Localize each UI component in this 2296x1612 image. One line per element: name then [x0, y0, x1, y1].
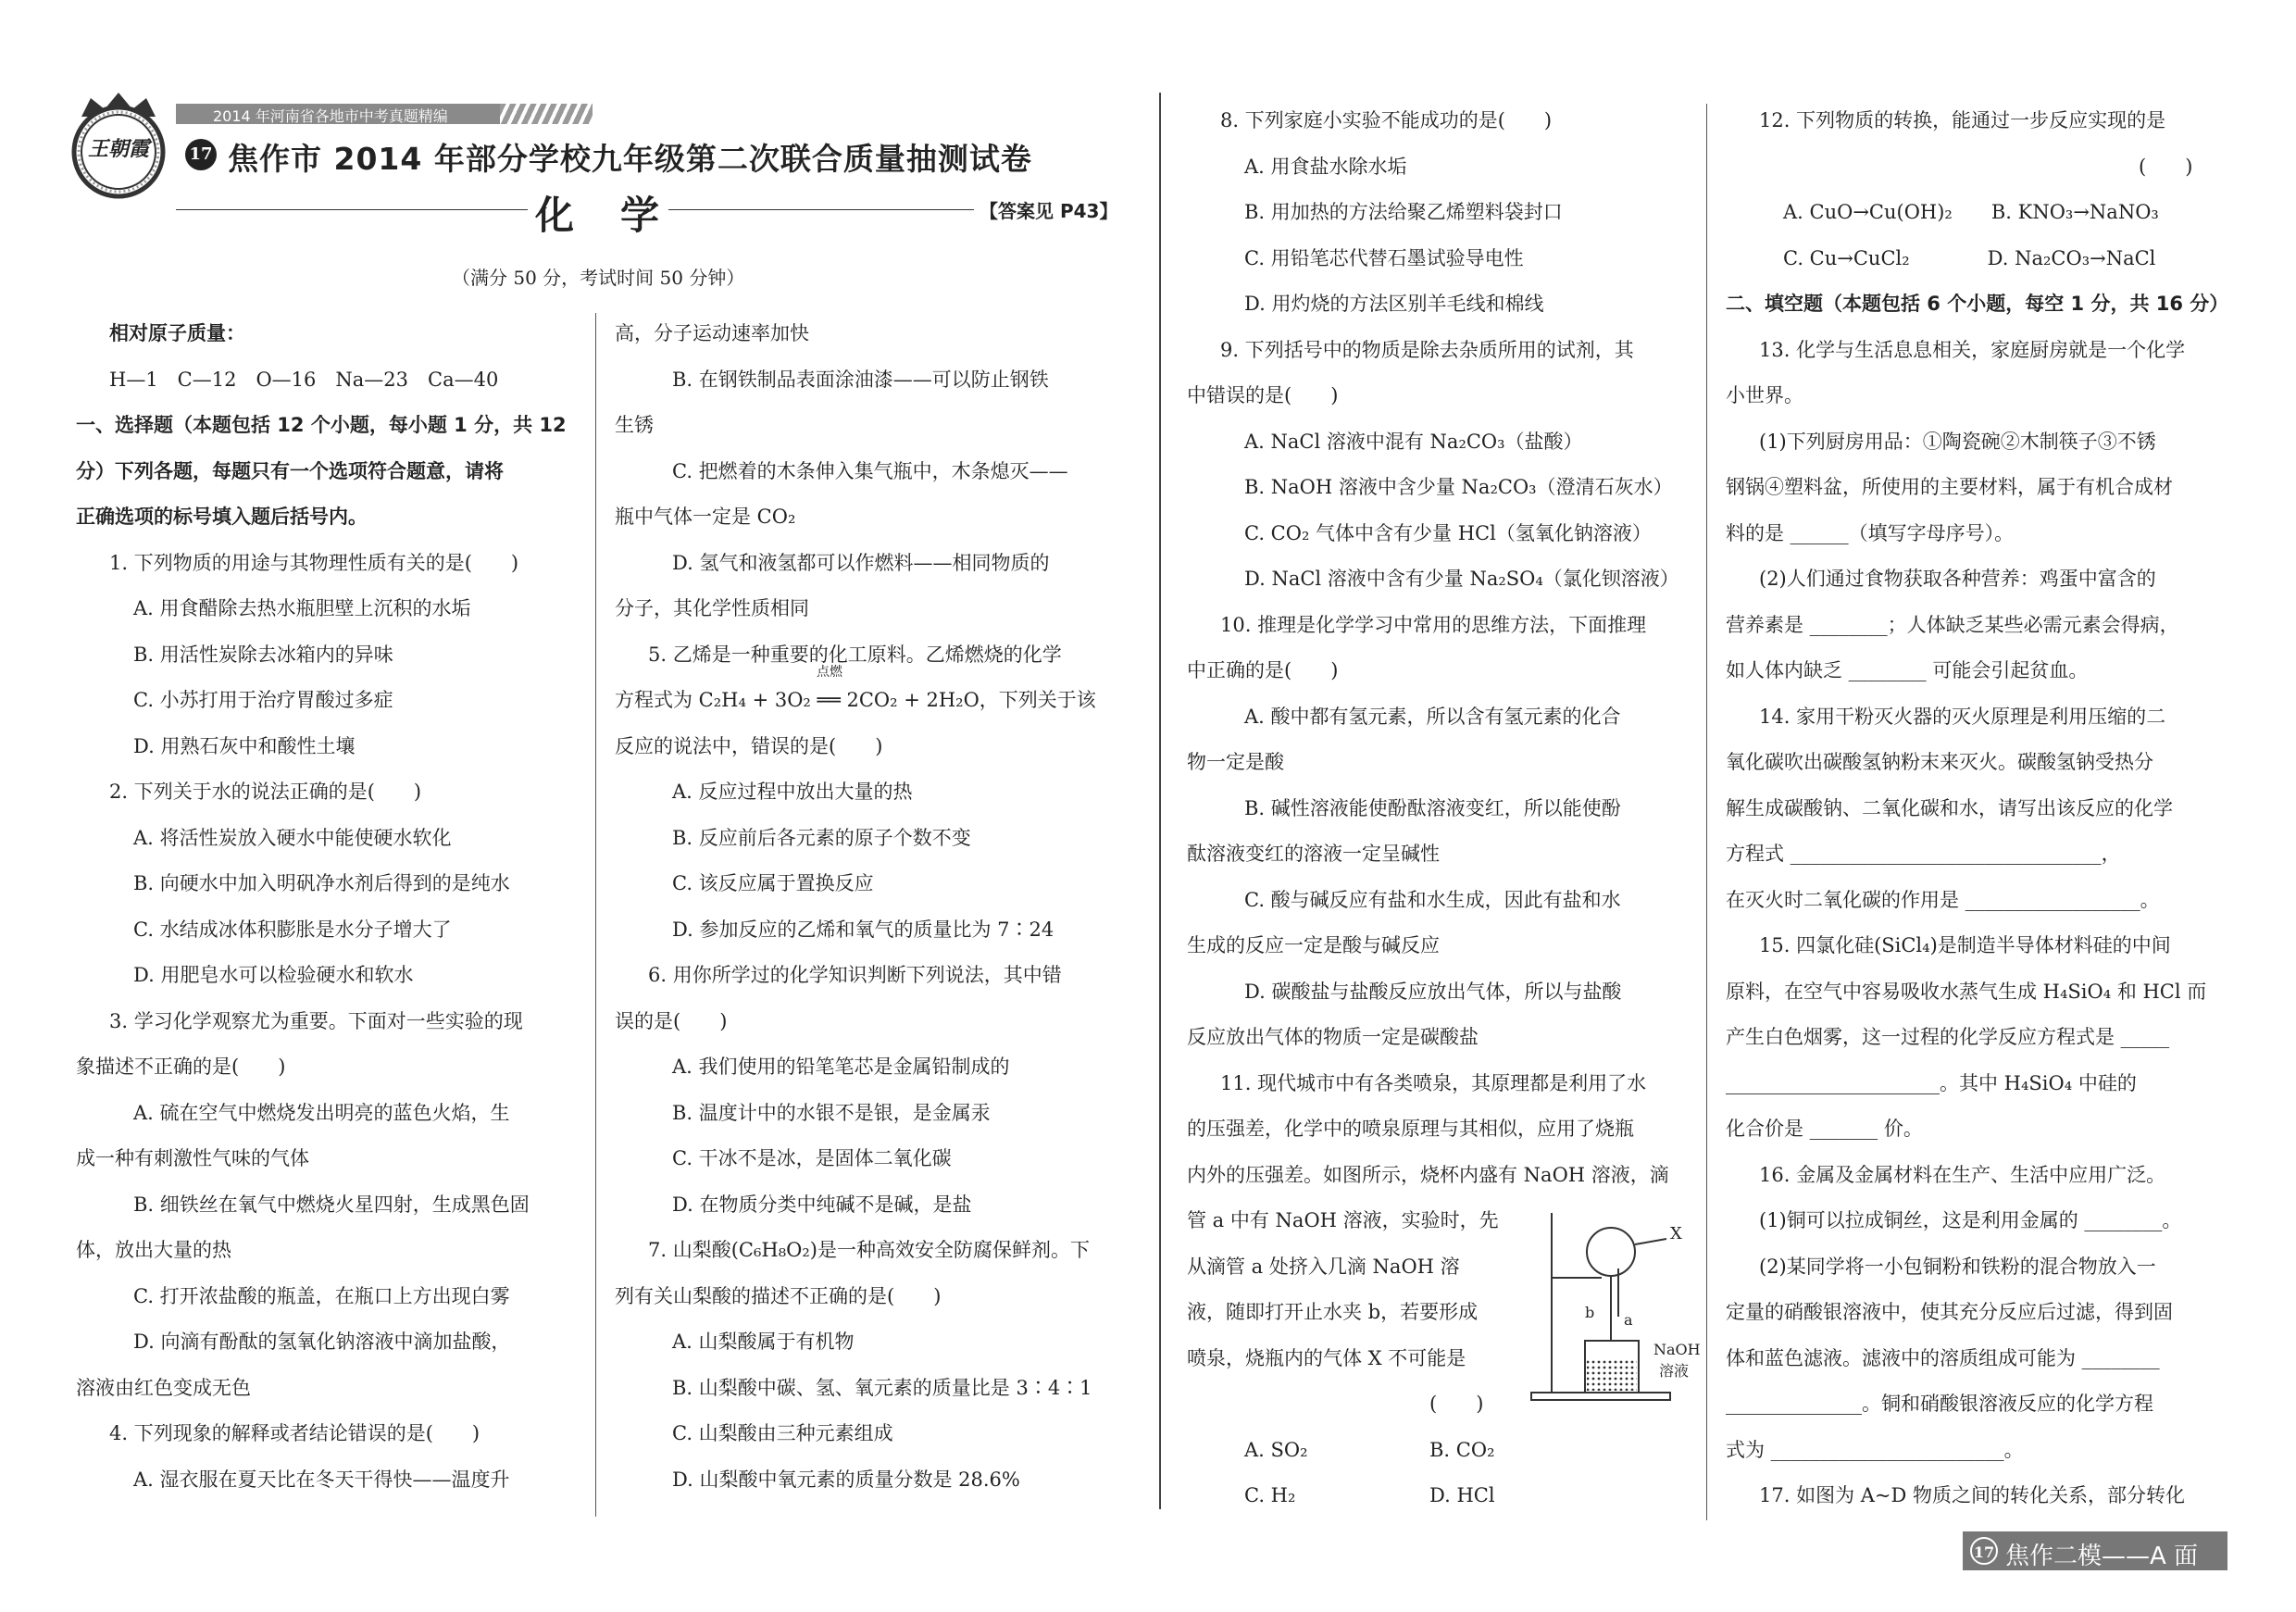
- option: D. 用熟石灰中和酸性土壤: [133, 734, 356, 757]
- question-stem: 在灭火时二氧化碳的作用是 __________________。: [1726, 888, 2160, 911]
- question-stem: 13. 化学与生活息息相关，家庭厨房就是一个化学: [1759, 338, 2186, 361]
- question-stem: 10. 推理是化学学习中常用的思维方法，下面推理: [1220, 613, 1647, 636]
- question-stem: 内外的压强差。如图所示，烧杯内盛有 NaOH 溶液，滴: [1187, 1163, 1669, 1186]
- option: A. 用食醋除去热水瓶胆壁上沉积的水垢: [133, 597, 471, 619]
- answer-bracket: ( ): [2139, 155, 2193, 178]
- question-stem: 小世界。: [1726, 384, 1803, 406]
- option: C. 小苏打用于治疗胃酸过多症: [133, 689, 393, 711]
- option: B. 向硬水中加入明矾净水剂后得到的是纯水: [133, 872, 510, 894]
- option: C. 干冰不是冰，是固体二氧化碳: [672, 1147, 952, 1169]
- option: A. 用食盐水除水垢: [1244, 155, 1407, 178]
- option: D. 用肥皂水可以检验硬水和软水: [133, 964, 414, 986]
- option: C. H₂: [1244, 1484, 1296, 1506]
- option: B. 山梨酸中碳、氢、氧元素的质量比是 3∶4∶1: [672, 1376, 1092, 1399]
- option: B. CO₂: [1429, 1438, 1495, 1461]
- option: D. 用灼烧的方法区别羊毛线和棉线: [1244, 293, 1544, 315]
- question-stem: 6. 用你所学过的化学知识判断下列说法，其中错: [648, 964, 1062, 986]
- banner-stripes: [500, 104, 593, 124]
- question-stem: 产生白色烟雾，这一过程的化学反应方程式是 _____: [1726, 1026, 2170, 1048]
- question-stem: (2)人们通过食物获取各种营养：鸡蛋中富含的: [1759, 568, 2156, 590]
- option: 溶液由红色变成无色: [76, 1376, 251, 1399]
- question-stem: 12. 下列物质的转换，能通过一步反应实现的是: [1759, 109, 2166, 131]
- question-stem: 象描述不正确的是( ): [76, 1056, 286, 1078]
- option: A. SO₂: [1244, 1438, 1308, 1461]
- question-stem: 2. 下列关于水的说法正确的是( ): [109, 781, 422, 803]
- question-stem: 17. 如图为 A~D 物质之间的转化关系，部分转化: [1759, 1484, 2186, 1506]
- question-stem: 1. 下列物质的用途与其物理性质有关的是( ): [109, 551, 519, 574]
- option-row: [1187, 1428, 1705, 1474]
- atomic-masses: H—1 C—12 O—16 Na—23 Ca—40: [109, 368, 499, 391]
- option: A. NaCl 溶液中混有 Na₂CO₃（盐酸）: [1244, 430, 1583, 453]
- question-stem: 5. 乙烯是一种重要的化工原料。乙烯燃烧的化学: [648, 643, 1062, 666]
- option: 生成的反应一定是酸与碱反应: [1187, 934, 1440, 956]
- option: 生锈: [615, 414, 654, 436]
- question-stem: (1)下列厨房用品：①陶瓷碗②木制筷子③不锈: [1759, 430, 2156, 453]
- question-stem: 式为 ________________________。: [1726, 1438, 2024, 1461]
- question-stem: ______________________。其中 H₄SiO₄ 中硅的: [1726, 1071, 2137, 1094]
- column-divider: [595, 313, 596, 1517]
- title-rule-left: [176, 209, 528, 210]
- question-stem: 14. 家用干粉灭火器的灭火原理是利用压缩的二: [1759, 705, 2166, 728]
- option: B. 用活性炭除去冰箱内的异味: [133, 643, 393, 666]
- option-row: A. CuO→Cu(OH)₂ B. KNO₃→NaNO₃: [1783, 201, 2159, 223]
- question-stem: 15. 四氯化硅(SiCl₄)是制造半导体材料硅的中间: [1759, 934, 2171, 956]
- paper-number-badge: 17: [185, 139, 217, 170]
- fountain-apparatus-figure: [1518, 1204, 1703, 1407]
- question-stem: 如人体内缺乏 ________ 可能会引起贫血。: [1726, 659, 2089, 681]
- option-row: [1187, 1473, 1705, 1519]
- question-stem: 反应的说法中，错误的是( ): [615, 734, 883, 757]
- question-stem: 的压强差，化学中的喷泉原理与其相似，应用了烧瓶: [1187, 1118, 1634, 1140]
- option: B. 反应前后各元素的原子个数不变: [672, 826, 971, 849]
- column-1: [76, 311, 585, 1503]
- footer-number-badge: 17: [1970, 1537, 1998, 1565]
- answer-reference: 【答案见 P43】: [980, 200, 1118, 222]
- question-stem: 中错误的是( ): [1187, 384, 1339, 406]
- title-rule-right: [668, 209, 974, 210]
- question-stem: (2)某同学将一小包铜粉和铁粉的混合物放入一: [1759, 1255, 2156, 1278]
- question-stem: 4. 下列现象的解释或者结论错误的是( ): [109, 1422, 480, 1444]
- label-x: X: [1670, 1224, 1682, 1243]
- option: D. NaCl 溶液中含有少量 Na₂SO₄（氯化钡溶液）: [1244, 568, 1679, 590]
- option: 分子，其化学性质相同: [615, 597, 809, 619]
- question-stem: 氧化碳吹出碳酸氢钠粉末来灭火。碳酸氢钠受热分: [1726, 751, 2153, 773]
- option: A. 反应过程中放出大量的热: [672, 781, 913, 803]
- option: C. 水结成冰体积膨胀是水分子增大了: [133, 918, 452, 941]
- question-stem: 解生成碳酸钠、二氧化碳和水，请写出该反应的化学: [1726, 796, 2173, 819]
- option: 反应放出气体的物质一定是碳酸盐: [1187, 1026, 1479, 1048]
- question-stem: 7. 山梨酸(C₆H₈O₂)是一种高效安全防腐保鲜剂。下: [648, 1239, 1090, 1261]
- option: C. CO₂ 气体中含有少量 HCl（氢氧化钠溶液）: [1244, 521, 1652, 544]
- beaker-label: NaOH: [1653, 1341, 1701, 1358]
- question-stem: 3. 学习化学观察尤为重要。下面对一些实验的现: [109, 1009, 523, 1032]
- option: D. 参加反应的乙烯和氧气的质量比为 7∶24: [672, 918, 1054, 941]
- option: C. 打开浓盐酸的瓶盖，在瓶口上方出现白雾: [133, 1284, 510, 1307]
- option: B. 温度计中的水银不是银，是金属汞: [672, 1101, 991, 1124]
- option: C. 酸与碱反应有盐和水生成，因此有盐和水: [1244, 888, 1621, 911]
- question-stem: 方程式 ________________________________，: [1726, 843, 2121, 865]
- question-stem: 体和蓝色滤液。滤液中的溶质组成可能为 ________: [1726, 1346, 2160, 1369]
- answer-bracket: ( ): [1429, 1393, 1484, 1415]
- question-stem: ______________。铜和硝酸银溶液反应的化学方程: [1726, 1393, 2153, 1415]
- option: 体，放出大量的热: [76, 1239, 231, 1261]
- option: D. 氢气和液氢都可以作燃料——相同物质的: [672, 551, 1050, 574]
- reaction-condition: 点燃: [817, 665, 842, 680]
- option: A. 硫在空气中燃烧发出明亮的蓝色火焰，生: [133, 1101, 510, 1124]
- option: A. 湿衣服在夏天比在冬天干得快——温度升: [133, 1468, 510, 1491]
- question-stem: 料的是 ______（填写字母序号）。: [1726, 521, 2015, 544]
- question-stem: 管 a 中有 NaOH 溶液，实验时，先: [1187, 1209, 1499, 1231]
- option: A. 将活性炭放入硬水中能使硬水软化: [133, 826, 452, 849]
- question-stem: 钢锅④塑料盆，所使用的主要材料，属于有机合成材: [1726, 476, 2173, 498]
- series-banner-text: 2014 年河南省各地市中考真题精编: [213, 107, 448, 125]
- label-b: b: [1585, 1304, 1595, 1321]
- option: C. 把燃着的木条伸入集气瓶中，木条熄灭——: [672, 459, 1068, 482]
- option: C. 该反应属于置换反应: [672, 872, 874, 894]
- logo: [63, 89, 174, 200]
- section-instructions: 正确选项的标号填入题后括号内。: [76, 506, 368, 528]
- question-stem: 喷泉，烧瓶内的气体 X 不可能是: [1187, 1346, 1466, 1369]
- option: 成一种有刺激性气味的气体: [76, 1147, 309, 1169]
- question-stem: 9. 下列括号中的物质是除去杂质所用的试剂，其: [1220, 338, 1634, 361]
- question-stem: 中正确的是( ): [1187, 659, 1339, 681]
- option: 物一定是酸: [1187, 751, 1284, 773]
- subject-title: 化 学: [535, 193, 664, 238]
- reaction-equation: 方程式为 C₂H₄ + 3O₂ ══ 2CO₂ + 2H₂O，下列关于该 点燃: [615, 665, 1096, 711]
- option: B. 碱性溶液能使酚酞溶液变红，所以能使酚: [1244, 796, 1621, 819]
- option: B. NaOH 溶液中含少量 Na₂CO₃（澄清石灰水）: [1244, 476, 1673, 498]
- option: A. 我们使用的铅笔笔芯是金属铅制成的: [672, 1056, 1010, 1078]
- center-divider: [1159, 93, 1161, 1509]
- beaker-label: 溶液: [1659, 1362, 1690, 1380]
- option: B. 在钢铁制品表面涂油漆——可以防止钢铁: [672, 368, 1049, 391]
- exam-meta: （满分 50 分，考试时间 50 分钟）: [452, 267, 745, 289]
- option: A. 山梨酸属于有机物: [672, 1331, 855, 1353]
- option: D. 向滴有酚酞的氢氧化钠溶液中滴加盐酸，: [133, 1331, 511, 1353]
- option: C. 山梨酸由三种元素组成: [672, 1422, 893, 1444]
- section-heading: 一、选择题（本题包括 12 个小题，每小题 1 分，共 12: [76, 414, 567, 436]
- option: D. 在物质分类中纯碱不是碱，是盐: [672, 1193, 972, 1216]
- question-stem: 从滴管 a 处挤入几滴 NaOH 溶: [1187, 1255, 1460, 1278]
- section-heading: 二、填空题（本题包括 6 个小题，每空 1 分，共 16 分）: [1726, 293, 2229, 315]
- footer-label: 焦作二模——A 面: [2005, 1543, 2199, 1570]
- option: A. 酸中都有氢元素，所以含有氢元素的化合: [1244, 705, 1621, 728]
- option: 酞溶液变红的溶液一定呈碱性: [1187, 843, 1440, 865]
- column-4: [1726, 98, 2263, 1519]
- option: B. 用加热的方法给聚乙烯塑料袋封口: [1244, 201, 1563, 223]
- question-stem: 列有关山梨酸的描述不正确的是( ): [615, 1284, 942, 1307]
- question-stem: 16. 金属及金属材料在生产、生活中应用广泛。: [1759, 1163, 2166, 1186]
- section-instructions: 分）下列各题，每题只有一个选项符合题意，请将: [76, 459, 504, 482]
- option: B. 细铁丝在氧气中燃烧火星四射，生成黑色固: [133, 1193, 530, 1216]
- column-divider: [1706, 104, 1707, 1520]
- option: D. 碳酸盐与盐酸反应放出气体，所以与盐酸: [1244, 980, 1622, 1003]
- option: 高，分子运动速率加快: [615, 322, 809, 344]
- option: D. 山梨酸中氧元素的质量分数是 28.6%: [672, 1468, 1020, 1491]
- question-stem: 液，随即打开止水夹 b，若要形成: [1187, 1301, 1479, 1323]
- label-a: a: [1624, 1311, 1633, 1329]
- question-stem: 定量的硝酸银溶液中，使其充分反应后过滤，得到固: [1726, 1301, 2173, 1323]
- paper-title: 焦作市 2014 年部分学校九年级第二次联合质量抽测试卷: [228, 141, 1032, 177]
- question-stem: (1)铜可以拉成铜丝，这是利用金属的 ________。: [1759, 1209, 2182, 1231]
- column-2: [615, 311, 1152, 1503]
- option-row: C. Cu→CuCl₂ D. Na₂CO₃→NaCl: [1783, 246, 2156, 269]
- question-stem: 化合价是 _______ 价。: [1726, 1118, 1923, 1140]
- question-stem: 11. 现代城市中有各类喷泉，其原理都是利用了水: [1220, 1071, 1647, 1094]
- option: 瓶中气体一定是 CO₂: [615, 506, 796, 528]
- logo-text: 王朝霞: [87, 137, 149, 161]
- option: C. 用铅笔芯代替石墨试验导电性: [1244, 246, 1524, 269]
- question-stem: 误的是( ): [615, 1009, 728, 1032]
- question-stem: 8. 下列家庭小实验不能成功的是( ): [1220, 109, 1553, 131]
- option: D. HCl: [1429, 1484, 1495, 1506]
- question-stem: 营养素是 ________；人体缺乏某些必需元素会得病，: [1726, 613, 2179, 636]
- question-stem: 原料，在空气中容易吸收水蒸气生成 H₄SiO₄ 和 HCl 而: [1726, 980, 2207, 1003]
- atomic-mass-label: 相对原子质量：: [109, 322, 245, 344]
